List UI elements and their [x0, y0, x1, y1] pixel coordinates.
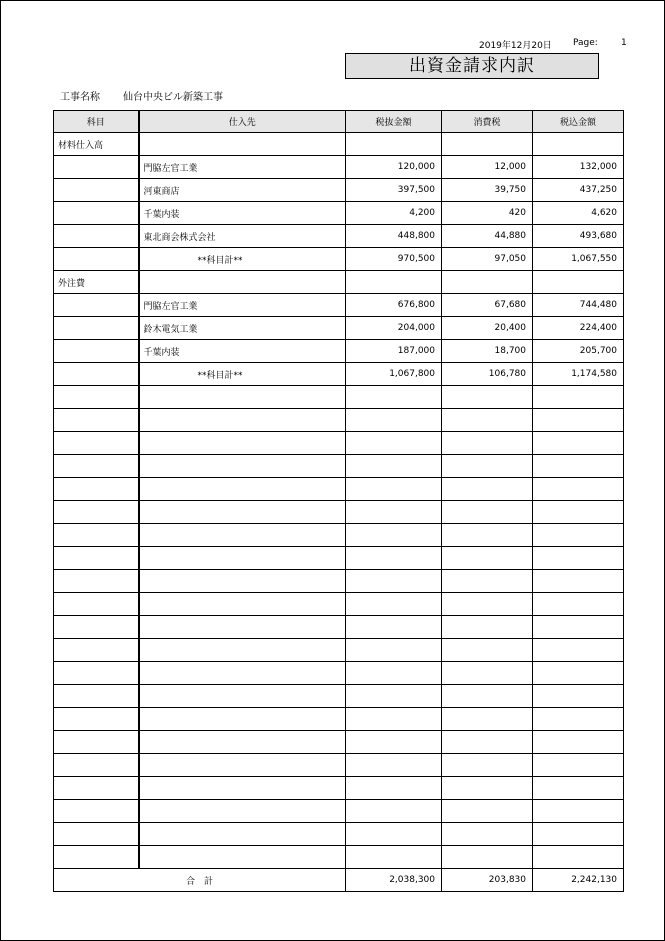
cell-account [54, 616, 139, 639]
table-row [54, 432, 624, 455]
cell-tax [442, 271, 533, 294]
cell-tax [442, 616, 533, 639]
cell-supplier: 門脇左官工業 [139, 294, 346, 317]
cell-with-tax [533, 731, 624, 754]
table-row [54, 524, 624, 547]
cell-with-tax: 4,620 [533, 202, 624, 225]
cell-supplier: **科目計** [139, 363, 346, 386]
cell-account [54, 409, 139, 432]
cell-tax: 106,780 [442, 363, 533, 386]
page-number: 1 [621, 38, 627, 48]
cell-supplier [139, 524, 346, 547]
cell-supplier [139, 846, 346, 869]
cell-with-tax [533, 478, 624, 501]
cell-account [54, 593, 139, 616]
cell-tax: 420 [442, 202, 533, 225]
breakdown-table [53, 110, 624, 892]
cell-supplier [139, 478, 346, 501]
cell-supplier [139, 570, 346, 593]
cell-supplier [139, 501, 346, 524]
table-row [54, 593, 624, 616]
cell-tax [442, 501, 533, 524]
cell-supplier: 河東商店 [139, 179, 346, 202]
cell-with-tax [533, 685, 624, 708]
cell-with-tax [533, 662, 624, 685]
cell-supplier [139, 133, 346, 156]
cell-pre-tax [346, 731, 442, 754]
cell-pre-tax [346, 478, 442, 501]
table-row [54, 248, 624, 271]
cell-supplier [139, 455, 346, 478]
cell-supplier: 門脇左官工業 [139, 156, 346, 179]
cell-with-tax [533, 432, 624, 455]
cell-supplier: 千葉内装 [139, 340, 346, 363]
header-account: 科目 [54, 111, 139, 133]
table-row [54, 455, 624, 478]
page-label: Page: [573, 38, 598, 48]
cell-pre-tax [346, 823, 442, 846]
cell-supplier [139, 409, 346, 432]
cell-account [54, 202, 139, 225]
cell-pre-tax [346, 432, 442, 455]
cell-tax [442, 639, 533, 662]
cell-tax [442, 777, 533, 800]
cell-pre-tax [346, 524, 442, 547]
cell-tax [442, 800, 533, 823]
cell-account [54, 662, 139, 685]
cell-account [54, 570, 139, 593]
table-row [54, 225, 624, 248]
cell-pre-tax [346, 685, 442, 708]
table-row [54, 662, 624, 685]
table-row [54, 179, 624, 202]
cell-tax [442, 570, 533, 593]
cell-supplier: **科目計** [139, 248, 346, 271]
cell-account [54, 478, 139, 501]
cell-tax: 44,880 [442, 225, 533, 248]
cell-with-tax [533, 846, 624, 869]
document-title: 出資金請求内訳 [345, 53, 599, 79]
cell-account [54, 455, 139, 478]
cell-pre-tax: 204,000 [346, 317, 442, 340]
table-row [54, 639, 624, 662]
cell-supplier [139, 777, 346, 800]
cell-supplier [139, 754, 346, 777]
cell-pre-tax: 4,200 [346, 202, 442, 225]
cell-tax [442, 685, 533, 708]
cell-pre-tax [346, 846, 442, 869]
header-tax: 消費税 [442, 111, 533, 133]
cell-account [54, 156, 139, 179]
cell-pre-tax [346, 409, 442, 432]
table-row [54, 616, 624, 639]
cell-with-tax [533, 133, 624, 156]
cell-tax [442, 432, 533, 455]
table-row [54, 570, 624, 593]
cell-pre-tax: 448,800 [346, 225, 442, 248]
table-row [54, 133, 624, 156]
cell-with-tax: 1,067,550 [533, 248, 624, 271]
cell-tax: 12,000 [442, 156, 533, 179]
cell-supplier [139, 616, 346, 639]
cell-supplier [139, 639, 346, 662]
cell-with-tax: 224,400 [533, 317, 624, 340]
table-row [54, 478, 624, 501]
cell-with-tax [533, 524, 624, 547]
cell-pre-tax [346, 271, 442, 294]
cell-pre-tax [346, 754, 442, 777]
cell-pre-tax [346, 777, 442, 800]
cell-with-tax [533, 593, 624, 616]
cell-tax: 67,680 [442, 294, 533, 317]
table-row [54, 754, 624, 777]
cell-account [54, 754, 139, 777]
table-row [54, 271, 624, 294]
total-with-tax: 2,242,130 [533, 869, 624, 892]
cell-with-tax [533, 455, 624, 478]
cell-supplier [139, 432, 346, 455]
cell-tax [442, 754, 533, 777]
cell-pre-tax [346, 547, 442, 570]
total-tax: 203,830 [442, 869, 533, 892]
cell-with-tax [533, 708, 624, 731]
cell-with-tax [533, 823, 624, 846]
cell-tax [442, 731, 533, 754]
cell-supplier [139, 800, 346, 823]
cell-supplier [139, 386, 346, 409]
cell-tax [442, 133, 533, 156]
cell-pre-tax: 1,067,800 [346, 363, 442, 386]
table-row [54, 846, 624, 869]
table-row [54, 363, 624, 386]
cell-pre-tax: 187,000 [346, 340, 442, 363]
project-label: 工事名称 [60, 92, 100, 103]
cell-account: 外注費 [54, 271, 139, 294]
cell-account [54, 639, 139, 662]
cell-account [54, 823, 139, 846]
cell-supplier: 東北商会株式会社 [139, 225, 346, 248]
table-row [54, 823, 624, 846]
cell-account [54, 179, 139, 202]
cell-pre-tax: 397,500 [346, 179, 442, 202]
table-row [54, 386, 624, 409]
cell-account [54, 708, 139, 731]
cell-tax [442, 524, 533, 547]
table-row [54, 731, 624, 754]
cell-with-tax: 205,700 [533, 340, 624, 363]
cell-with-tax: 132,000 [533, 156, 624, 179]
cell-supplier [139, 708, 346, 731]
cell-tax [442, 823, 533, 846]
cell-supplier [139, 823, 346, 846]
table-row [54, 202, 624, 225]
cell-pre-tax [346, 570, 442, 593]
cell-tax [442, 478, 533, 501]
cell-account [54, 317, 139, 340]
cell-tax [442, 455, 533, 478]
cell-pre-tax [346, 639, 442, 662]
cell-with-tax [533, 409, 624, 432]
cell-with-tax: 744,480 [533, 294, 624, 317]
total-row [54, 869, 624, 892]
cell-account [54, 524, 139, 547]
cell-tax [442, 846, 533, 869]
cell-with-tax: 437,250 [533, 179, 624, 202]
cell-account [54, 731, 139, 754]
cell-pre-tax [346, 593, 442, 616]
cell-account: 材料仕入高 [54, 133, 139, 156]
cell-pre-tax [346, 800, 442, 823]
total-pre-tax: 2,038,300 [346, 869, 442, 892]
cell-account [54, 800, 139, 823]
cell-with-tax [533, 616, 624, 639]
cell-supplier [139, 593, 346, 616]
cell-with-tax [533, 386, 624, 409]
cell-supplier: 鈴木電気工業 [139, 317, 346, 340]
cell-tax [442, 547, 533, 570]
cell-tax [442, 662, 533, 685]
cell-account [54, 294, 139, 317]
cell-pre-tax: 970,500 [346, 248, 442, 271]
cell-account [54, 777, 139, 800]
cell-account [54, 685, 139, 708]
cell-pre-tax [346, 616, 442, 639]
header-pre-tax: 税抜金額 [346, 111, 442, 133]
table-row [54, 340, 624, 363]
table-row [54, 708, 624, 731]
cell-tax: 18,700 [442, 340, 533, 363]
table-row [54, 317, 624, 340]
cell-supplier [139, 731, 346, 754]
cell-with-tax [533, 271, 624, 294]
project-name: 仙台中央ビル新築工事 [123, 92, 223, 103]
cell-tax [442, 708, 533, 731]
cell-pre-tax: 120,000 [346, 156, 442, 179]
cell-account [54, 501, 139, 524]
cell-pre-tax [346, 708, 442, 731]
table-row [54, 547, 624, 570]
cell-supplier: 千葉内装 [139, 202, 346, 225]
table-row [54, 800, 624, 823]
cell-account [54, 340, 139, 363]
cell-account [54, 846, 139, 869]
cell-with-tax: 1,174,580 [533, 363, 624, 386]
cell-with-tax [533, 570, 624, 593]
cell-with-tax [533, 501, 624, 524]
cell-with-tax: 493,680 [533, 225, 624, 248]
cell-tax [442, 593, 533, 616]
cell-tax [442, 409, 533, 432]
cell-account [54, 363, 139, 386]
cell-with-tax [533, 754, 624, 777]
cell-account [54, 248, 139, 271]
table-row [54, 501, 624, 524]
table-row [54, 409, 624, 432]
cell-account [54, 225, 139, 248]
cell-tax: 20,400 [442, 317, 533, 340]
header-with-tax: 税込金額 [533, 111, 624, 133]
cell-tax: 39,750 [442, 179, 533, 202]
table-row [54, 156, 624, 179]
cell-tax: 97,050 [442, 248, 533, 271]
cell-with-tax [533, 777, 624, 800]
cell-pre-tax [346, 662, 442, 685]
cell-pre-tax [346, 386, 442, 409]
cell-supplier [139, 685, 346, 708]
cell-supplier [139, 547, 346, 570]
cell-account [54, 547, 139, 570]
table-row [54, 685, 624, 708]
table-row [54, 294, 624, 317]
cell-account [54, 432, 139, 455]
cell-supplier [139, 662, 346, 685]
cell-account [54, 386, 139, 409]
report-date: 2019年12月20日 [479, 41, 552, 51]
cell-pre-tax [346, 455, 442, 478]
header-supplier: 仕入先 [139, 111, 346, 133]
cell-pre-tax [346, 501, 442, 524]
cell-supplier [139, 271, 346, 294]
total-label: 合 計 [54, 869, 346, 892]
cell-with-tax [533, 639, 624, 662]
cell-with-tax [533, 547, 624, 570]
table-header-row [54, 111, 624, 133]
cell-pre-tax [346, 133, 442, 156]
cell-with-tax [533, 800, 624, 823]
cell-pre-tax: 676,800 [346, 294, 442, 317]
table-row [54, 777, 624, 800]
cell-tax [442, 386, 533, 409]
